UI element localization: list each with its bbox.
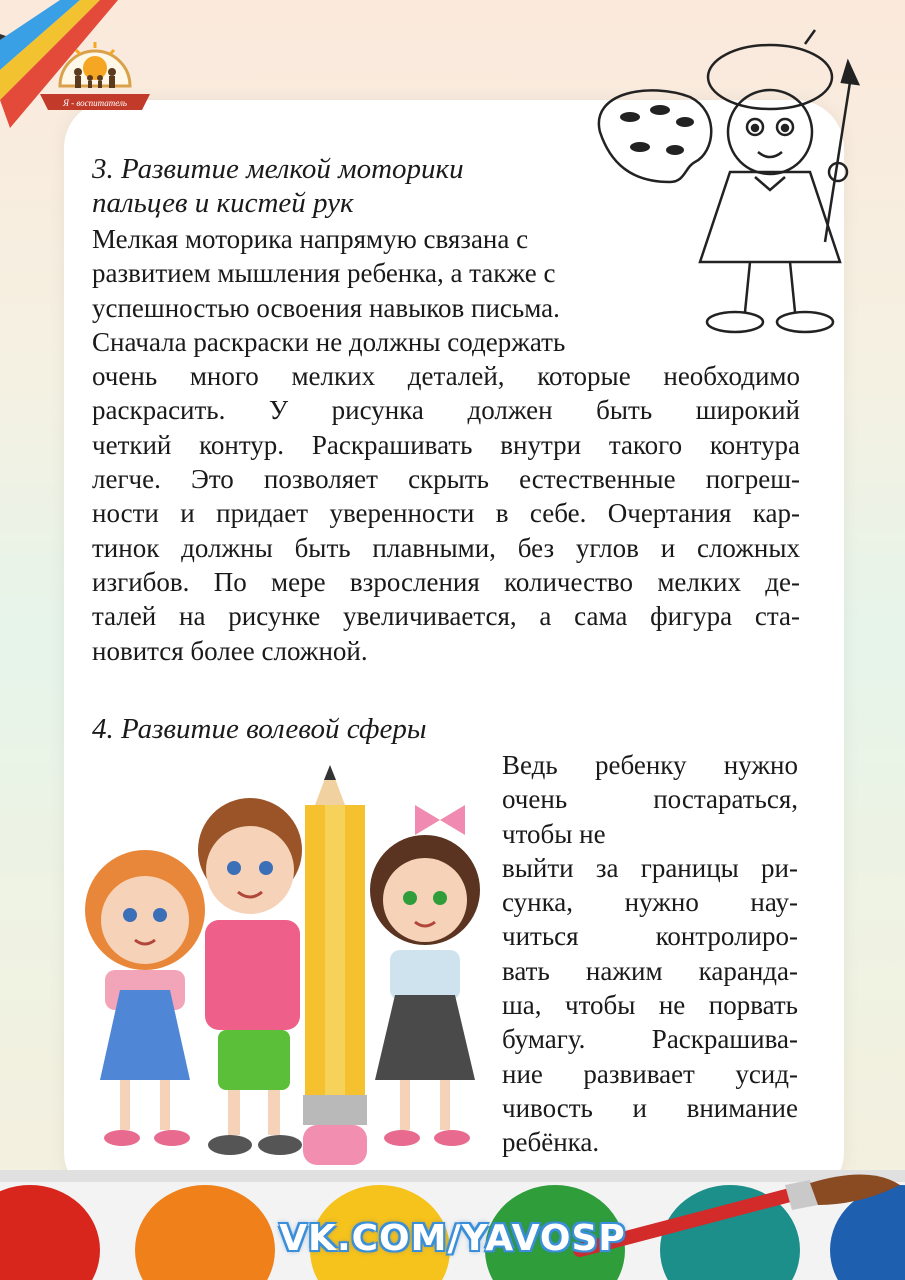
family-sun-logo-icon (30, 28, 160, 128)
section4-line: ребёнка. (502, 1127, 600, 1158)
section3-line: раскрасить. У рисунка должен быть широкий (92, 395, 800, 426)
section3-line: тинок должны быть плавными, без углов и сложных (92, 532, 800, 563)
footer-vk-link[interactable]: VK.COM/YAVOSP (279, 1218, 626, 1259)
section4-line: ние развивает усид- (502, 1058, 798, 1089)
section4-line: чивость и внимание (502, 1092, 798, 1123)
section4-line: Ведь ребенку нужно (502, 750, 798, 780)
section3-line: очень много мелких деталей, которые необходимо (92, 361, 800, 392)
section3-line: изгибов. По мере взросления количество мелких де- (92, 566, 800, 597)
section3-line: Сначала раскраски не должны содержать (92, 326, 566, 357)
section3-line: талей на рисунке увеличивается, а сама фигура ста- (92, 601, 800, 632)
section3-line: новится более сложной. (92, 635, 368, 666)
logo-caption: Я - воспитатель (62, 98, 128, 108)
section4-line: вать нажим каранда- (502, 955, 798, 986)
kids-with-pencil-illustration-icon (60, 760, 500, 1180)
section4-line: очень постараться, (502, 784, 798, 815)
section3-line: успешностью освоения навыков письма. (92, 292, 560, 323)
section4-line: читься контролиро- (502, 921, 798, 952)
section3-heading-line: 3. Развитие мелкой моторики (92, 153, 464, 185)
section3-body (92, 222, 800, 668)
section4-body (502, 748, 798, 1160)
section4-line: чтобы не (502, 818, 606, 849)
section3-line: четкий контур. Раскрашивать внутри такого контура (92, 429, 800, 460)
section4-line: сунка, нужно нау- (502, 887, 798, 918)
section4-line: ша, чтобы не порвать (502, 990, 798, 1021)
section3-line: Мелкая моторика напрямую связана с (92, 224, 529, 254)
section4-line: бумагу. Раскрашива- (502, 1024, 798, 1055)
section3-heading (92, 152, 572, 220)
section3-line: легче. Это позволяет скрыть естественные погреш- (92, 464, 800, 495)
section4-heading: 4. Развитие волевой сферы (92, 713, 427, 745)
section3-heading-line: пальцев и кистей рук (92, 187, 354, 219)
section4-line: выйти за границы ри- (502, 852, 798, 883)
section3-line: развитием мышления ребенка, а также с (92, 258, 556, 289)
section3-line: ности и придает уверенности в себе. Очертания кар- (92, 498, 800, 529)
